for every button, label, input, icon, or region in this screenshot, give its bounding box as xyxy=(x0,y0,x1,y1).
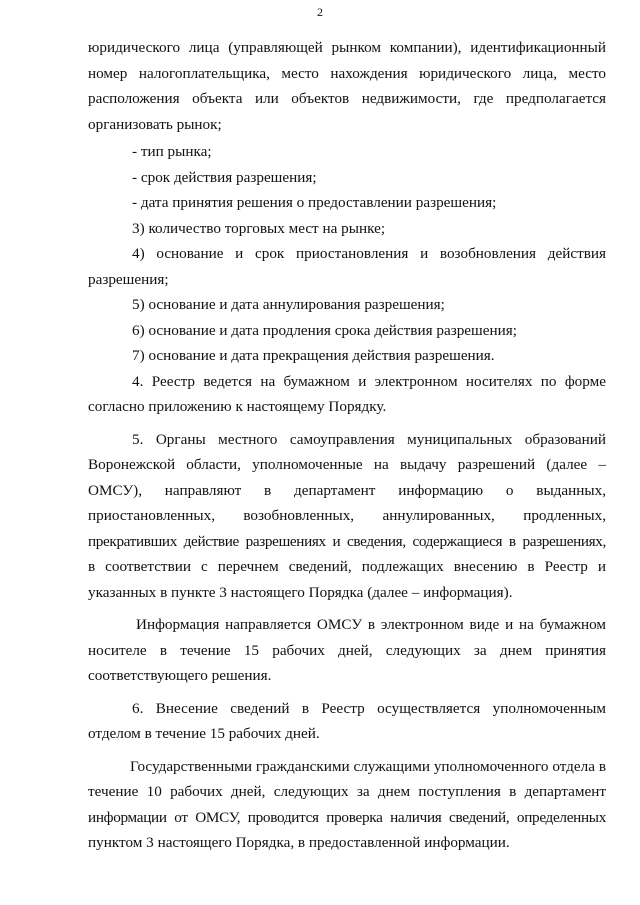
text-line: отделом в течение 15 рабочих дней. xyxy=(88,725,320,742)
list-item: 6) основание и дата продления срока действия разрешения; xyxy=(132,321,517,339)
text-line: прекративших действие разрешениях и сведения, содержащиеся в разрешениях, xyxy=(88,532,606,550)
text-line: организовать рынок; xyxy=(88,115,222,133)
text-line: ОМСУ), направляют в департамент информацию о выданных, xyxy=(88,481,606,499)
list-item: - срок действия разрешения; xyxy=(132,168,317,186)
text-line: номер налогоплательщика, место нахождения юридического лица, место xyxy=(88,64,606,82)
list-item: 7) основание и дата прекращения действия разрешения. xyxy=(132,347,495,364)
paragraph-line: Информация направляется ОМСУ в электронном виде и на бумажном xyxy=(136,616,606,633)
text-line: в соответствии с перечнем сведений, подлежащих внесению в Реестр и xyxy=(88,558,606,575)
text-line: носителе в течение 15 рабочих дней, следующих за днем принятия xyxy=(88,641,606,659)
list-item: 4) основание и срок приостановления и возобновления действия xyxy=(132,245,606,262)
paragraph-4-line: 4. Реестр ведется на бумажном и электронном носителях по форме xyxy=(132,372,606,390)
text-line: приостановленных, возобновленных, аннулированных, продленных, xyxy=(88,507,606,524)
text-line: указанных в пункте 3 настоящего Порядка (далее – информация). xyxy=(88,583,513,601)
text-line: соответствующего решения. xyxy=(88,667,272,684)
list-item: - дата принятия решения о предоставлении разрешения; xyxy=(132,194,497,211)
text-line: информации от ОМСУ, проводится проверка наличия сведений, определенных xyxy=(88,808,606,826)
text-line: Воронежской области, уполномоченные на выдачу разрешений (далее – xyxy=(88,456,606,473)
list-item: 5) основание и дата аннулирования разрешения; xyxy=(132,296,445,313)
paragraph-5-line: 5. Органы местного самоуправления муниципальных образований xyxy=(132,430,606,448)
page-number: 2 xyxy=(317,5,323,19)
text-line: расположения объекта или объектов недвижимости, где предполагается xyxy=(88,90,606,107)
text-line: пунктом 3 настоящего Порядка, в предоставленной информации. xyxy=(88,834,510,851)
text-line: юридического лица (управляющей рынком компании), идентификационный xyxy=(88,39,606,56)
document-body xyxy=(88,35,606,856)
list-item: 3) количество торговых мест на рынке; xyxy=(132,219,386,237)
text-line: течение 10 рабочих дней, следующих за днем поступления в департамент xyxy=(88,783,606,800)
text-line: согласно приложению к настоящему Порядку. xyxy=(88,398,387,415)
list-item: - тип рынка; xyxy=(132,143,212,160)
text-line: разрешения; xyxy=(88,270,169,288)
paragraph-line: Государственными гражданскими служащими уполномоченного отдела в xyxy=(130,757,606,775)
paragraph-6-line: 6. Внесение сведений в Реестр осуществляется уполномоченным xyxy=(132,699,606,717)
